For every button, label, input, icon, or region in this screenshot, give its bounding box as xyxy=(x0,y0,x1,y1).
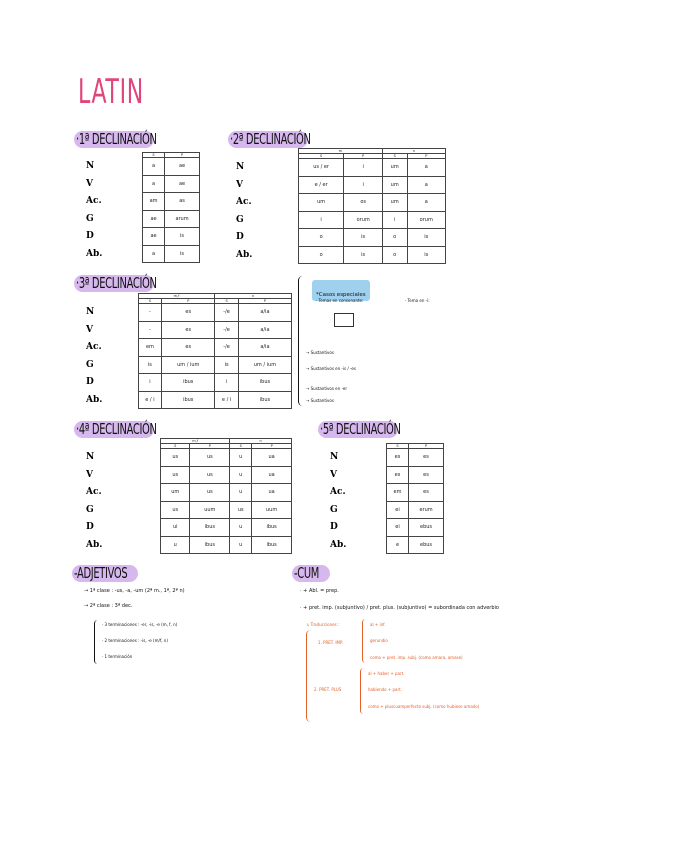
pret-plus-item: al + haber + part. xyxy=(368,671,405,676)
table-cell: i xyxy=(344,176,382,194)
table-cell: am xyxy=(143,193,165,211)
table-cell: us / er xyxy=(298,159,344,177)
table-cell: o xyxy=(298,246,344,264)
table-cell: u xyxy=(230,484,252,502)
casos-line: → Sustantivos en -er xyxy=(306,386,348,391)
table-cell: a xyxy=(407,194,446,212)
table-row xyxy=(236,211,446,229)
case-label: Ab. xyxy=(86,394,103,405)
table-row xyxy=(86,466,292,484)
adjetivos-heading xyxy=(74,564,127,582)
table-row xyxy=(330,519,444,537)
table-cell: es xyxy=(386,449,408,467)
table-row xyxy=(86,484,292,502)
table-cell: a/ia xyxy=(238,321,291,339)
table-cell: i xyxy=(382,211,407,229)
case-label: G xyxy=(330,504,338,515)
table-cell: arum xyxy=(165,210,200,228)
heading-text: ·1ª DECLINACIÓN xyxy=(76,130,157,148)
case-label: Ab. xyxy=(86,539,103,550)
heading-text: ·3ª DECLINACIÓN xyxy=(76,274,157,292)
table-cell: i xyxy=(215,374,239,392)
case-label: V xyxy=(86,324,93,335)
table-cell: es xyxy=(162,339,215,357)
case-label: Ac. xyxy=(236,197,252,208)
table-cell: P xyxy=(238,299,291,304)
table-cell: es xyxy=(409,484,444,502)
traducciones-label: ↳ Traducciones : xyxy=(306,622,340,627)
table-cell: - xyxy=(138,304,162,322)
table-cell: is xyxy=(344,229,382,247)
casos-line: → Sustantivos xyxy=(306,350,334,355)
table-row xyxy=(86,228,200,246)
case-label: Ac. xyxy=(86,196,102,207)
table-cell: ibus xyxy=(252,519,292,537)
table-row xyxy=(86,193,200,211)
case-label: Ab. xyxy=(86,248,103,259)
table-cell: es xyxy=(162,304,215,322)
pret-plus-item: como + pluscuamperfecto subj. (como hubiese amado) xyxy=(368,704,480,709)
table-cell: us xyxy=(190,484,230,502)
case-label: Ac. xyxy=(330,487,346,498)
pret-plus-item: habiendo + part. xyxy=(368,687,402,692)
table-cell: a/ia xyxy=(238,304,291,322)
table-cell: P xyxy=(252,444,292,449)
table-cell: um xyxy=(161,484,190,502)
case-label: G xyxy=(86,359,94,370)
table-cell: ibus xyxy=(190,519,230,537)
table-cell: e / i xyxy=(215,391,239,409)
table-row xyxy=(86,501,292,519)
adjetivos-line: → 1ª clase : -us, -a, -um (2ª m., 1ª, 2ª n) xyxy=(84,588,185,594)
table-row xyxy=(86,374,292,392)
table-cell: um xyxy=(382,194,407,212)
table-cell: u xyxy=(230,519,252,537)
pret-imp-label: 1. PRET. IMP. xyxy=(318,640,344,645)
table-cell: i xyxy=(298,211,344,229)
table-row xyxy=(236,159,446,177)
table-cell: uum xyxy=(190,501,230,519)
table-cell: P xyxy=(409,444,444,449)
case-label: Ac. xyxy=(86,342,102,353)
adjetivos-line: → 2ª clase : 3ª dec. xyxy=(84,603,133,609)
table-cell: ebus xyxy=(409,519,444,537)
case-label: Ac. xyxy=(86,487,102,498)
table-cell: is xyxy=(138,356,162,374)
table-cell: m,f xyxy=(138,294,215,299)
table-row xyxy=(86,391,292,409)
table-cell: us xyxy=(190,466,230,484)
decl1-heading xyxy=(76,130,157,148)
table-cell: P xyxy=(190,444,230,449)
casos-line: · Tema en -i: xyxy=(405,298,430,303)
case-label: G xyxy=(236,214,244,225)
table-row xyxy=(330,484,444,502)
col-header: P xyxy=(165,153,200,158)
case-label: D xyxy=(86,377,94,388)
table-cell: S xyxy=(138,299,162,304)
table-cell: us xyxy=(161,466,190,484)
case-label: G xyxy=(86,213,94,224)
table-cell: em xyxy=(386,484,408,502)
case-label: V xyxy=(330,469,337,480)
table-cell: o xyxy=(382,229,407,247)
casos-line: → Sustantivos en -is / -es xyxy=(306,366,356,371)
pret-imp-item: al + inf. xyxy=(370,622,386,627)
table-cell: a/ia xyxy=(238,339,291,357)
table-cell: ua xyxy=(252,449,292,467)
case-label: D xyxy=(86,522,94,533)
case-label: N xyxy=(86,161,95,172)
table-cell: i xyxy=(344,159,382,177)
table-cell: n xyxy=(215,294,292,299)
table-cell: is xyxy=(165,245,200,263)
table-cell: -/e xyxy=(215,321,239,339)
table-cell: ui xyxy=(161,519,190,537)
table-cell: is xyxy=(165,228,200,246)
table-cell: e xyxy=(386,536,408,554)
table-row xyxy=(86,449,292,467)
table-cell: m xyxy=(298,149,382,154)
table-cell: ae xyxy=(143,210,165,228)
adjetivos-sub: · 1 terminación xyxy=(102,654,133,659)
heading-text: ·5ª DECLINACIÓN xyxy=(320,420,401,438)
table-cell: S xyxy=(298,154,344,159)
table-row xyxy=(86,356,292,374)
table-cell: us xyxy=(161,449,190,467)
case-label: V xyxy=(236,179,243,190)
table-cell: n xyxy=(382,149,445,154)
table-cell: i xyxy=(138,374,162,392)
table-cell: as xyxy=(165,193,200,211)
table-cell: erum xyxy=(409,501,444,519)
table-cell: P xyxy=(407,154,446,159)
table-cell: S xyxy=(161,444,190,449)
table-cell: e / i xyxy=(138,391,162,409)
table-cell: es xyxy=(162,321,215,339)
case-label: N xyxy=(86,452,95,463)
table-cell: ua xyxy=(252,484,292,502)
table-cell: ibus xyxy=(162,374,215,392)
table-cell: ibus xyxy=(252,536,292,554)
table-row xyxy=(86,158,200,176)
cum-line: · + Abl. = prep. xyxy=(300,588,339,594)
table-cell: ibus xyxy=(238,391,291,409)
table-cell: S xyxy=(215,299,239,304)
table-cell: ebus xyxy=(409,536,444,554)
page-title: LATIN xyxy=(78,72,145,112)
pret-plus-label: 2. PRET. PLUS xyxy=(314,687,342,692)
table-row xyxy=(86,519,292,537)
table-cell: P xyxy=(162,299,215,304)
orange-bracket xyxy=(306,630,315,722)
decl3-table xyxy=(86,293,292,409)
table-cell: um / ium xyxy=(238,356,291,374)
decl5-table xyxy=(330,443,444,554)
decl4-table xyxy=(86,438,292,554)
table-cell: a xyxy=(407,159,446,177)
table-cell: ae xyxy=(165,158,200,176)
table-cell: is xyxy=(407,229,446,247)
table-cell: ibus xyxy=(162,391,215,409)
mini-table xyxy=(334,313,354,327)
table-cell: - xyxy=(138,321,162,339)
decl3-heading xyxy=(76,274,157,292)
case-label: V xyxy=(86,469,93,480)
table-cell: is xyxy=(344,246,382,264)
table-cell: is xyxy=(407,246,446,264)
table-cell: ae xyxy=(143,228,165,246)
heading-text: ·4ª DECLINACIÓN xyxy=(76,420,157,438)
table-cell: is xyxy=(215,356,239,374)
table-row xyxy=(86,210,200,228)
case-label: D xyxy=(236,232,244,243)
adjetivos-sub: · 2 terminaciones : -is, -e (m/f, n) xyxy=(102,638,168,643)
table-row xyxy=(236,246,446,264)
case-label: D xyxy=(86,231,94,242)
adjetivos-sub: · 3 terminaciones : -er, -is, -e (m, f, n) xyxy=(102,622,178,627)
table-row xyxy=(330,501,444,519)
case-label: V xyxy=(86,178,93,189)
pret-imp-item: como + pret. imp. subj. (como amara, amase) xyxy=(370,655,463,660)
case-label: Ab. xyxy=(330,539,347,550)
table-cell: os xyxy=(344,194,382,212)
table-cell: a xyxy=(143,158,165,176)
table-row xyxy=(86,321,292,339)
table-row xyxy=(236,194,446,212)
table-cell: e / er xyxy=(298,176,344,194)
decl2-heading xyxy=(230,130,311,148)
table-cell: -/e xyxy=(215,339,239,357)
table-cell: us xyxy=(230,501,252,519)
heading-text: -CUM xyxy=(294,564,319,582)
table-row xyxy=(236,229,446,247)
table-cell: a xyxy=(143,175,165,193)
table-cell: ua xyxy=(252,466,292,484)
heading-text: ·2ª DECLINACIÓN xyxy=(230,130,311,148)
table-cell: ibus xyxy=(190,536,230,554)
table-cell: ei xyxy=(386,519,408,537)
table-row xyxy=(86,245,200,263)
orange-bracket xyxy=(362,619,369,663)
case-label: Ab. xyxy=(236,249,253,260)
pret-imp-item: gerundio xyxy=(370,638,388,643)
table-row xyxy=(86,304,292,322)
table-cell: -/e xyxy=(215,304,239,322)
table-cell: orum xyxy=(407,211,446,229)
table-cell: a xyxy=(407,176,446,194)
table-cell: em xyxy=(138,339,162,357)
table-cell: S xyxy=(230,444,252,449)
table-row xyxy=(330,466,444,484)
table-cell: a xyxy=(143,245,165,263)
table-cell: um xyxy=(382,159,407,177)
table-cell: S xyxy=(382,154,407,159)
table-cell: o xyxy=(298,229,344,247)
table-cell: ae xyxy=(165,175,200,193)
table-row xyxy=(86,536,292,554)
casos-line: → Sustantivos xyxy=(306,398,334,403)
table-cell: u xyxy=(161,536,190,554)
cum-line: · + pret. imp. (subjuntivo) / pret. plus. (subjuntivo) = subordinada con adverbio xyxy=(300,605,499,611)
table-cell: u xyxy=(230,466,252,484)
table-cell: u xyxy=(230,449,252,467)
table-cell: es xyxy=(409,449,444,467)
orange-bracket xyxy=(360,668,367,714)
cum-heading xyxy=(294,564,319,582)
table-cell: us xyxy=(190,449,230,467)
decl1-table xyxy=(86,152,200,263)
table-cell: uum xyxy=(252,501,292,519)
table-cell: es xyxy=(409,466,444,484)
table-cell: m,f xyxy=(161,439,230,444)
table-cell: ei xyxy=(386,501,408,519)
case-label: D xyxy=(330,522,338,533)
table-cell: um xyxy=(298,194,344,212)
table-cell: P xyxy=(344,154,382,159)
table-cell: um xyxy=(382,176,407,194)
table-row xyxy=(236,176,446,194)
table-row xyxy=(86,175,200,193)
decl2-table xyxy=(236,148,446,264)
table-cell: o xyxy=(382,246,407,264)
decl4-heading xyxy=(76,420,157,438)
table-row xyxy=(330,536,444,554)
table-cell: S xyxy=(386,444,408,449)
case-label: N xyxy=(86,307,95,318)
col-header: S xyxy=(143,153,165,158)
bracket xyxy=(94,620,101,664)
case-label: N xyxy=(236,162,245,173)
table-cell: um / ium xyxy=(162,356,215,374)
casos-line: · Temas en consonante: xyxy=(316,298,364,303)
table-cell: es xyxy=(386,466,408,484)
casos-title: *Casos especiales xyxy=(316,292,366,298)
table-cell: orum xyxy=(344,211,382,229)
table-cell: ibus xyxy=(238,374,291,392)
case-label: G xyxy=(86,504,94,515)
decl5-heading xyxy=(320,420,401,438)
heading-text: -ADJETIVOS xyxy=(74,564,128,582)
table-cell: u xyxy=(230,536,252,554)
table-row xyxy=(86,339,292,357)
table-cell: us xyxy=(161,501,190,519)
table-row xyxy=(330,449,444,467)
table-cell: n xyxy=(230,439,292,444)
case-label: N xyxy=(330,452,339,463)
